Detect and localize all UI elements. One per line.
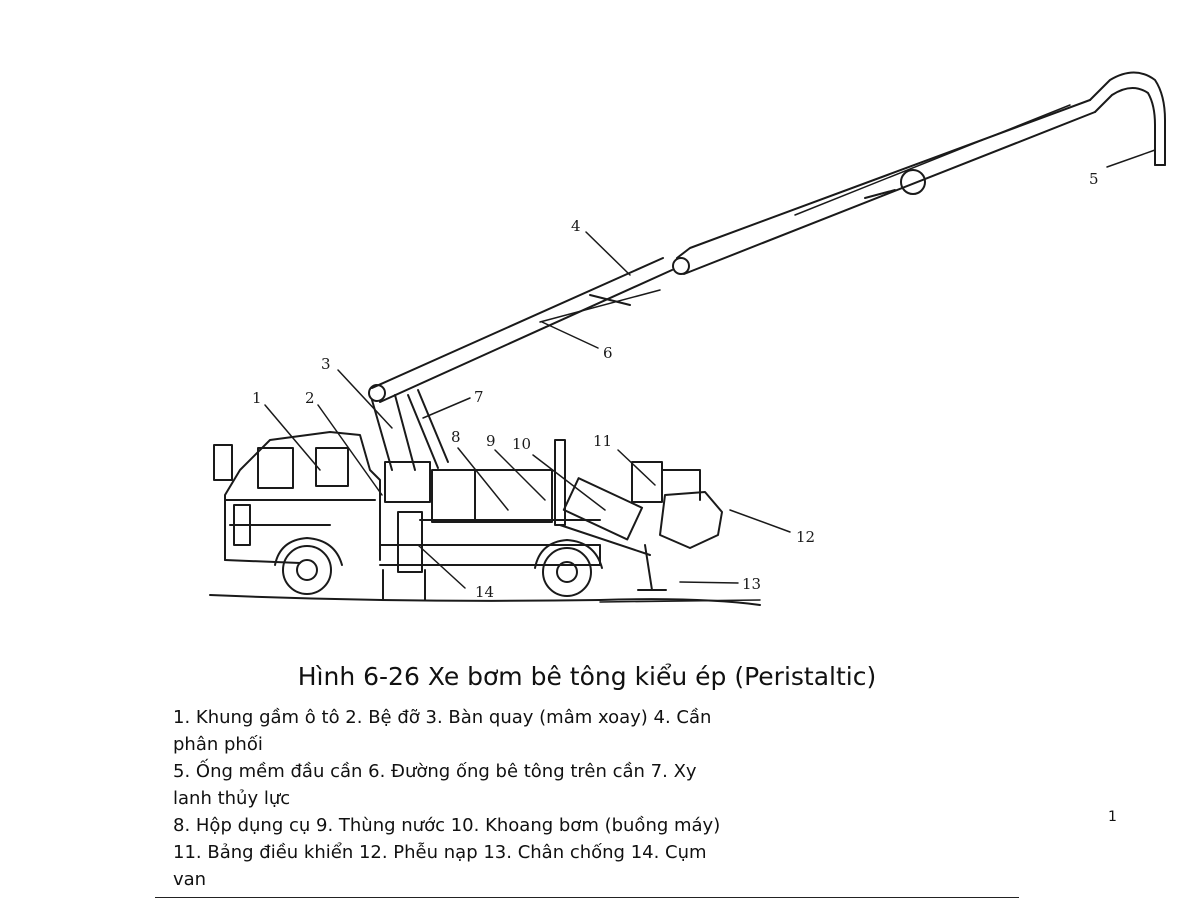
- callout-10: 10: [512, 435, 532, 453]
- legend-line: lanh thủy lực: [173, 788, 291, 809]
- rear-wheel: [535, 540, 602, 596]
- boom-pipeline: [540, 105, 1070, 322]
- legend-line: 5. Ống mềm đầu cần 6. Đường ống bê tông trên cần 7. Xy: [173, 761, 697, 782]
- callout-14: 14: [475, 583, 495, 601]
- callout-13: 13: [742, 575, 762, 593]
- callout-12: 12: [796, 528, 816, 546]
- boom-arm: [369, 73, 1165, 403]
- legend-line: phân phối: [173, 734, 263, 755]
- callout-5: 5: [1089, 170, 1099, 188]
- hydraulic-cylinder: [408, 390, 448, 468]
- legend-line: 1. Khung gầm ô tô 2. Bệ đỡ 3. Bàn quay (mâm xoay) 4. Cần: [173, 707, 712, 728]
- callout-11: 11: [593, 432, 613, 450]
- callout-4: 4: [571, 217, 581, 235]
- truck-chassis: [214, 432, 600, 565]
- callout-1: 1: [252, 389, 262, 407]
- front-wheel: [275, 538, 342, 594]
- callout-9: 9: [486, 432, 496, 450]
- legend-line: 11. Bảng điều khiển 12. Phễu nạp 13. Chân chống 14. Cụm: [173, 842, 707, 863]
- legend-line: 8. Hộp dụng cụ 9. Thùng nước 10. Khoang bơm (buồng máy): [173, 815, 721, 836]
- callout-2: 2: [305, 389, 315, 407]
- control-panel: [632, 462, 700, 502]
- figure-title: Hình 6-26 Xe bơm bê tông kiểu ép (Peristaltic): [297, 662, 877, 691]
- page-number: 1: [1108, 809, 1117, 825]
- footer-divider: [155, 897, 1019, 898]
- hopper: [660, 492, 722, 548]
- figure-legend: [173, 704, 823, 893]
- callout-6: 6: [603, 344, 613, 362]
- callout-8: 8: [451, 428, 461, 446]
- callout-7: 7: [474, 388, 484, 406]
- legend-line: van: [173, 869, 207, 890]
- callout-3: 3: [321, 355, 331, 373]
